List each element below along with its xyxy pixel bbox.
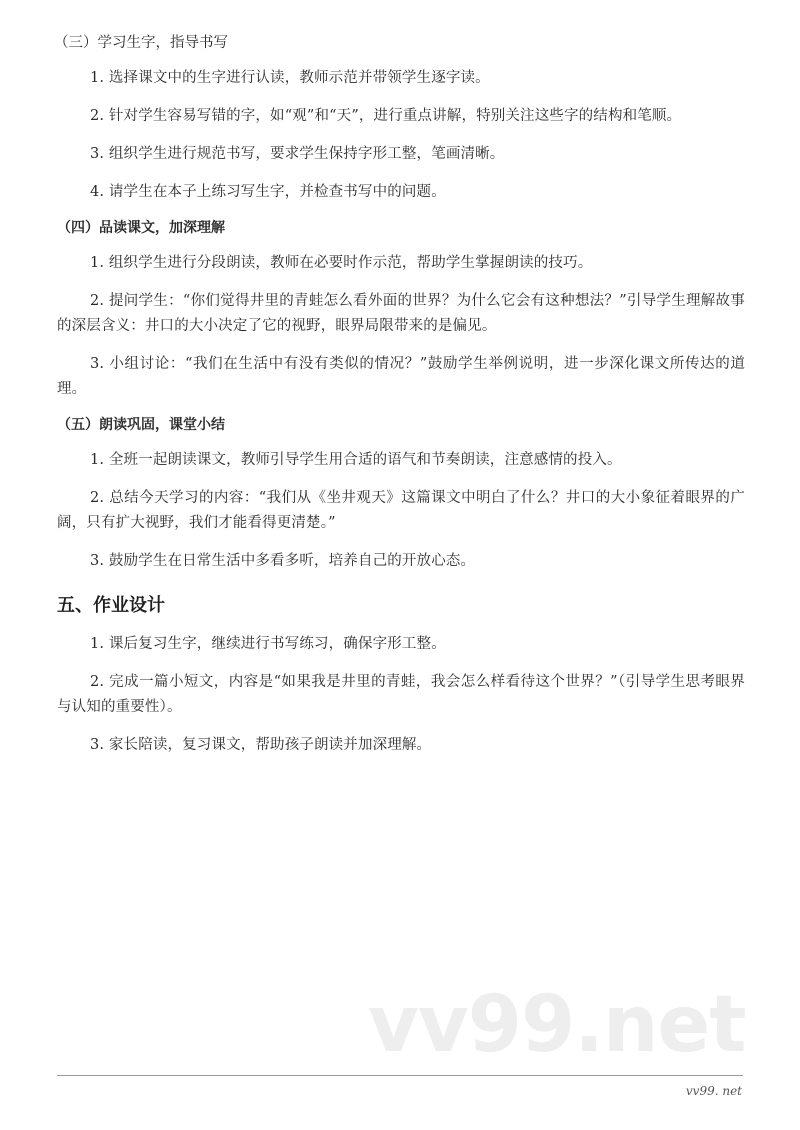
section-3-item-4: 4. 请学生在本子上练习写生字，并检查书写中的问题。 — [90, 184, 446, 200]
homework-item-3: 3. 家长陪读，复习课文，帮助孩子朗读并加深理解。 — [90, 737, 432, 753]
footer-divider — [57, 1075, 743, 1076]
section-4 — [57, 218, 745, 402]
section-5-item-2: 2. 总结今天学习的内容：“我们从《坐井观天》这篇课文中明白了什么？井口的大小象征着眼界的广阔，只有扩大视野，我们才能看得更清楚。” — [57, 490, 745, 531]
section-4-item-1: 1. 组织学生进行分段朗读，教师在必要时作示范，帮助学生掌握朗读的技巧。 — [90, 255, 593, 271]
section-5-heading: （五）朗读巩固，课堂小结 — [57, 417, 225, 433]
section-3 — [54, 33, 745, 205]
document-page — [54, 33, 745, 771]
section-4-heading: （四）品读课文，加深理解 — [57, 220, 225, 236]
footer-site-label: vv99. net — [685, 1084, 742, 1098]
homework-heading: 五、作业设计 — [57, 595, 165, 616]
section-3-item-2: 2. 针对学生容易写错的字，如“观”和“天”，进行重点讲解，特别关注这些字的结构和笔顺。 — [90, 108, 682, 124]
homework-item-2: 2. 完成一篇小短文，内容是“如果我是井里的青蛙，我会怎么样看待这个世界？”（引导学生思考眼界与认知的重要性）。 — [57, 674, 745, 715]
watermark: vv99.net — [368, 980, 746, 1070]
section-5-item-1: 1. 全班一起朗读课文，教师引导学生用合适的语气和节奏朗读，注意感情的投入。 — [90, 452, 622, 468]
homework-section — [57, 594, 745, 758]
homework-item-1: 1. 课后复习生字，继续进行书写练习，确保字形工整。 — [90, 636, 446, 652]
section-4-item-2: 2. 提问学生：“你们觉得井里的青蛙怎么看外面的世界？为什么它会有这种想法？”引导学生理解故事的深层含义：井口的大小决定了它的视野，眼界局限带来的是偏见。 — [57, 293, 745, 334]
section-3-item-1: 1. 选择课文中的生字进行认读，教师示范并带领学生逐字读。 — [90, 70, 490, 86]
section-3-heading: （三）学习生字，指导书写 — [54, 35, 228, 51]
section-3-item-3: 3. 组织学生进行规范书写，要求学生保持字形工整，笔画清晰。 — [90, 146, 505, 162]
section-5-item-3: 3. 鼓励学生在日常生活中多看多听，培养自己的开放心态。 — [90, 553, 476, 569]
section-4-item-3: 3. 小组讨论：“我们在生活中有没有类似的情况？”鼓励学生举例说明，进一步深化课文所传达的道理。 — [57, 356, 745, 397]
section-5 — [57, 415, 745, 574]
